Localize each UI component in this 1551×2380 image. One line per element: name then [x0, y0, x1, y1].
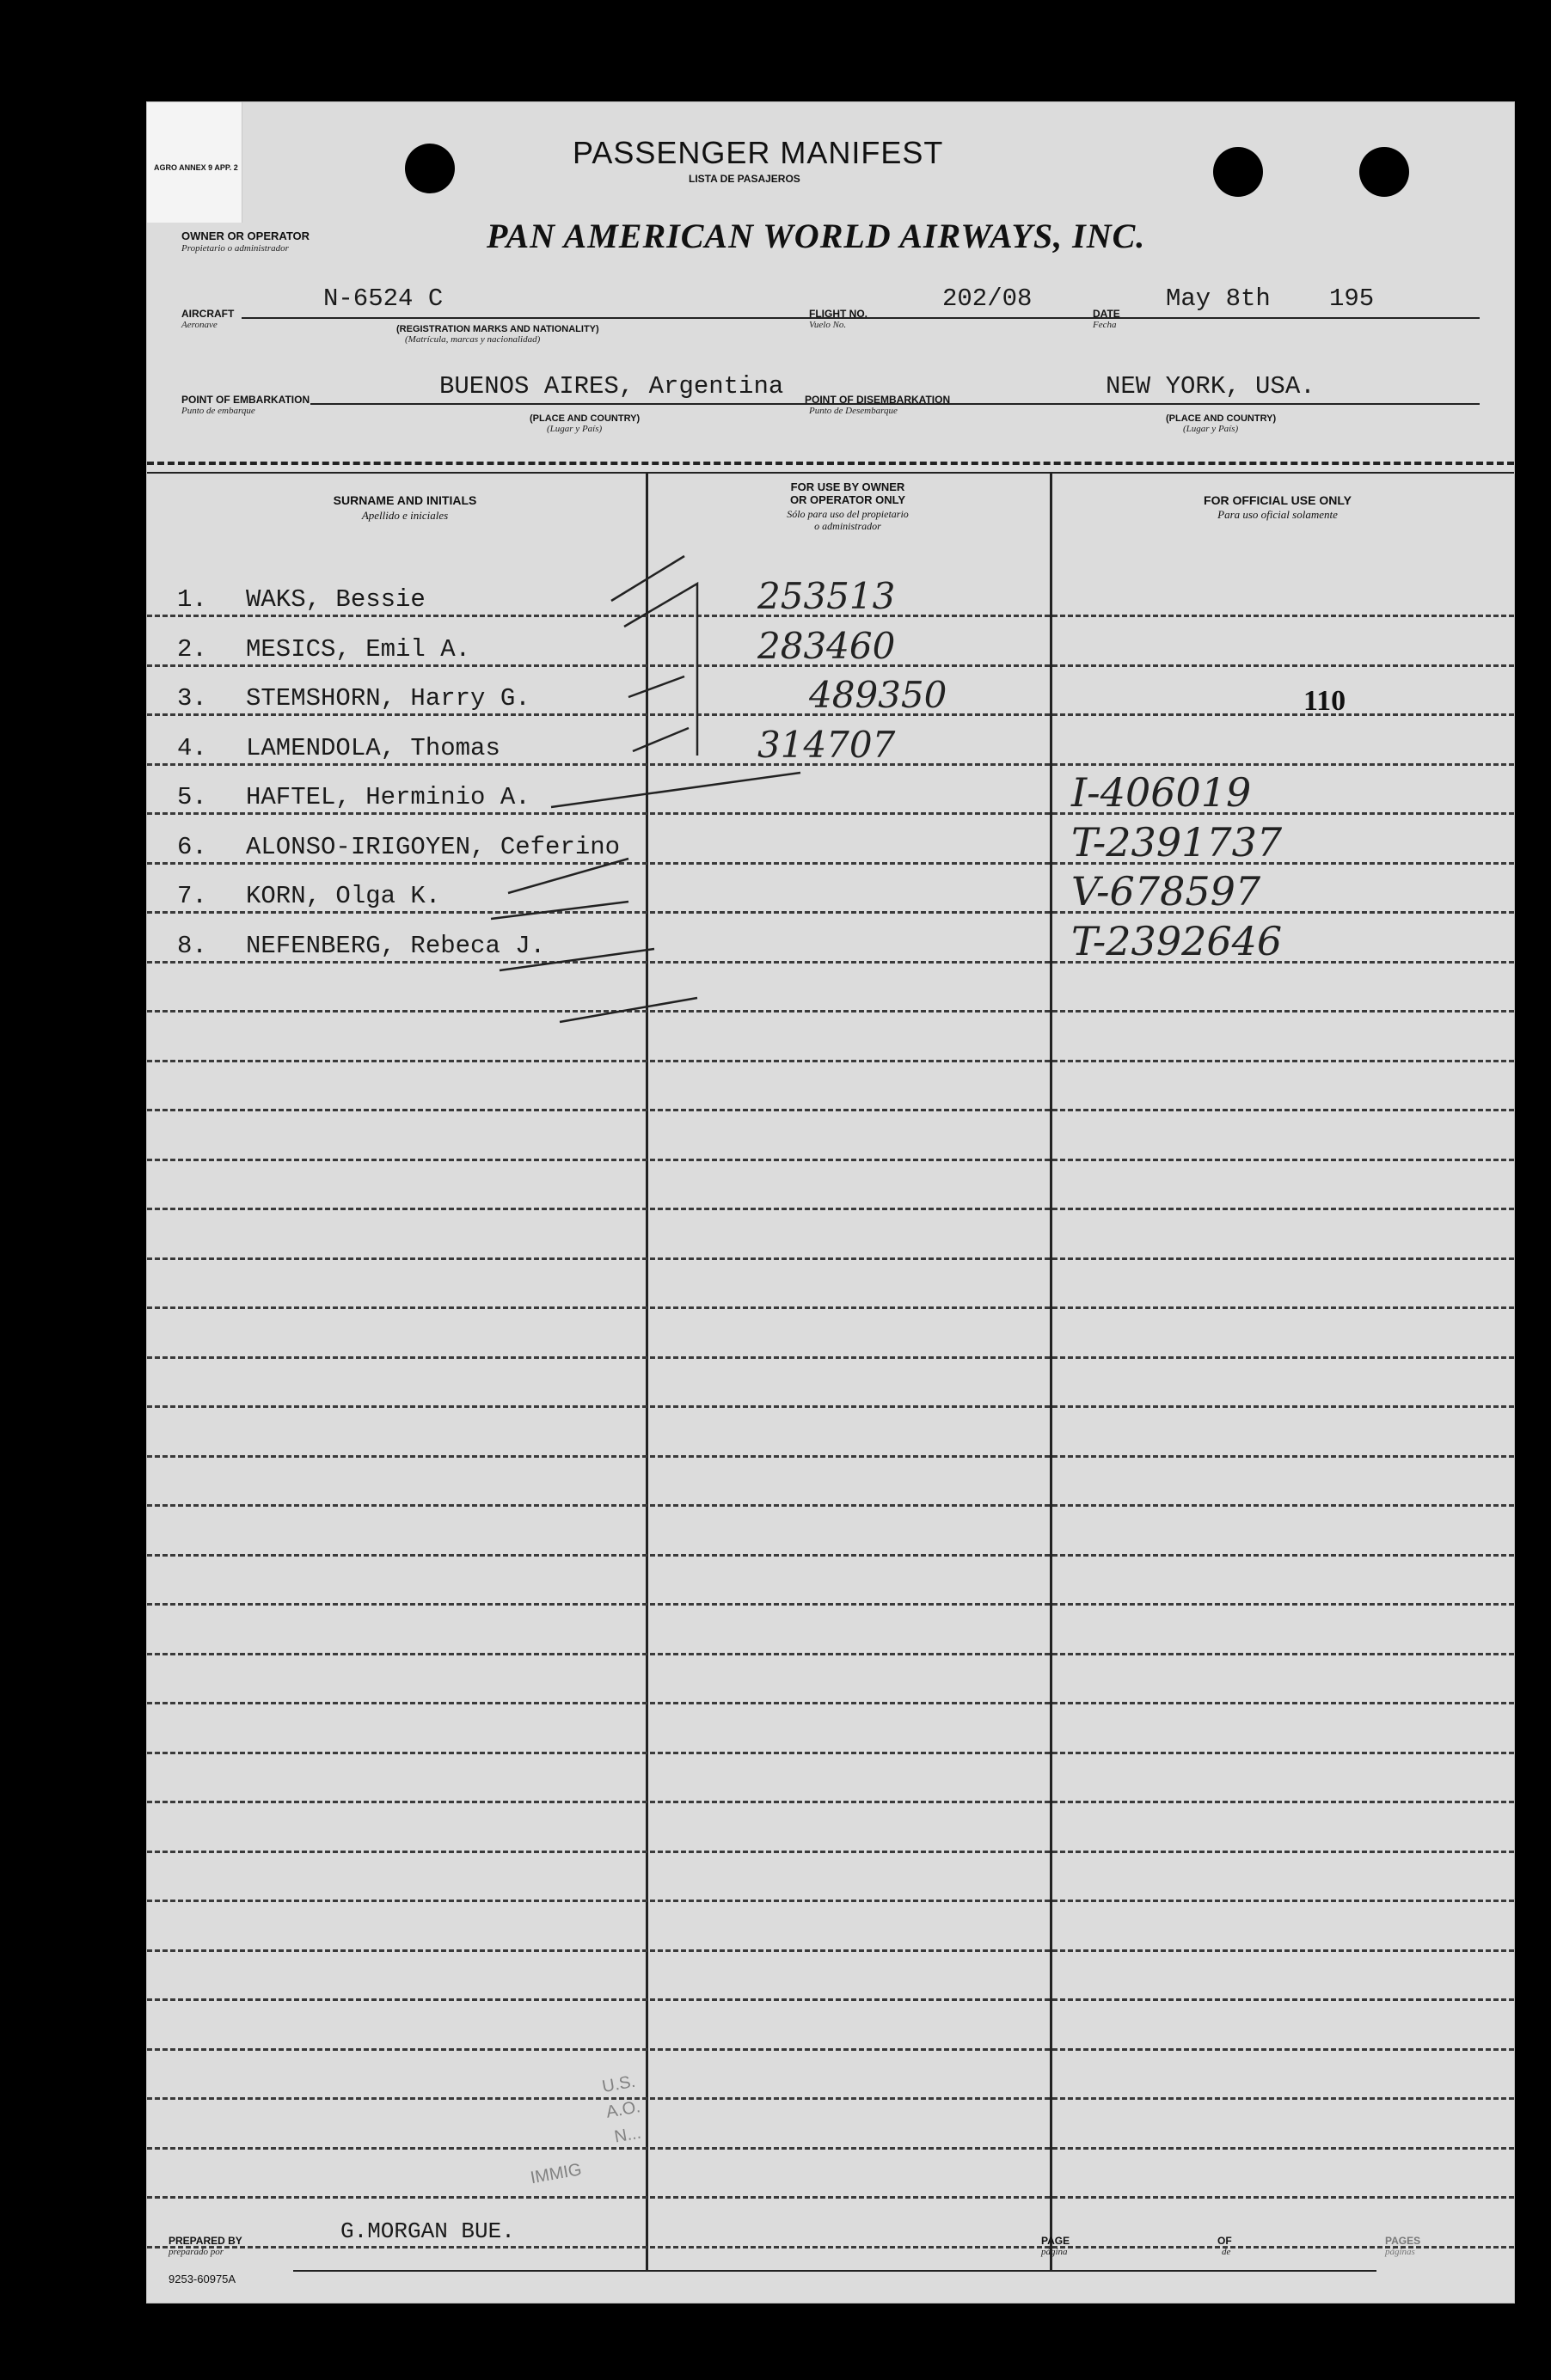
passenger-name: WAKS, Bessie [246, 585, 426, 614]
aircraft-value: N-6524 C [323, 284, 444, 313]
flight-value: 202/08 [942, 284, 1033, 313]
aircraft-label-es: Aeronave [181, 320, 218, 330]
page-label-es: página [1041, 2247, 1068, 2257]
official-entry: T-2391737 [1071, 818, 1283, 866]
surname-column-header-es: Apellido e iniciales [361, 509, 449, 522]
pages-label: PAGES [1385, 2235, 1421, 2247]
stamp-line: N... [612, 2123, 643, 2147]
date-label-es: Fecha [1093, 320, 1117, 330]
official-note: 110 [1303, 685, 1346, 717]
row-number: 3. [177, 684, 207, 713]
official-entry: T-2392646 [1071, 917, 1283, 964]
prepared-label: PREPARED BY [169, 2235, 242, 2247]
row-number: 5. [177, 783, 207, 811]
owner-column-header-es-1: Sólo para uso del propietario [787, 508, 909, 520]
official-entry: V-678597 [1071, 868, 1261, 915]
disembark-value: NEW YORK, USA. [1106, 372, 1315, 401]
official-column-header-es: Para uso oficial solamente [1217, 508, 1338, 521]
form-number: 9253-60975A [169, 2273, 236, 2285]
embark-place-caption-es: (Lugar y País) [547, 424, 603, 434]
prepared-value: G.MORGAN BUE. [340, 2218, 515, 2244]
pages-label-es: páginas [1385, 2247, 1415, 2257]
owner-column-header-2: OR OPERATOR ONLY [789, 493, 906, 506]
row-number: 1. [177, 585, 207, 614]
corner-text: AGRO ANNEX 9 APP. 2 [154, 163, 238, 172]
aircraft-label: AIRCRAFT [181, 308, 235, 320]
stamp-line: IMMIG [529, 2160, 584, 2188]
owner-value: PAN AMERICAN WORLD AIRWAYS, INC. [487, 217, 1146, 255]
disembark-place-caption: (PLACE AND COUNTRY) [1166, 413, 1277, 424]
of-label-es: de [1222, 2247, 1231, 2257]
embark-label: POINT OF EMBARKATION [181, 394, 310, 406]
passenger-name: NEFENBERG, Rebeca J. [246, 931, 546, 960]
page-label: PAGE [1041, 2235, 1070, 2247]
aircraft-caption-es: (Matrícula, marcas y nacionalidad) [405, 334, 541, 345]
row-number: 6. [177, 832, 207, 861]
manifest-sheet [146, 101, 1515, 2304]
passenger-name: ALONSO-IRIGOYEN, Ceferino [246, 832, 621, 861]
of-label: OF [1217, 2235, 1232, 2247]
disembark-label: POINT OF DISEMBARKATION [805, 394, 951, 406]
owner-entry: 489350 [809, 674, 947, 716]
handwriting-strokes [147, 102, 1514, 2303]
date-label: DATE [1093, 308, 1120, 320]
stamp-line: U.S. [600, 2071, 637, 2097]
embark-label-es: Punto de embarque [181, 406, 255, 416]
owner-entry: 314707 [757, 723, 896, 766]
owner-entry: 253513 [757, 575, 896, 617]
row-number: 4. [177, 733, 207, 762]
passenger-name: KORN, Olga K. [246, 882, 441, 910]
form-subtitle: LISTA DE PASAJEROS [689, 173, 800, 185]
row-number: 8. [177, 931, 207, 960]
passenger-name: MESICS, Emil A. [246, 634, 471, 664]
row-number: 2. [177, 634, 207, 664]
disembark-place-caption-es: (Lugar y País) [1183, 424, 1239, 434]
embark-value: BUENOS AIRES, Argentina [439, 372, 784, 401]
passenger-name: HAFTEL, Herminio A. [246, 783, 530, 811]
owner-entry: 283460 [757, 624, 896, 667]
owner-label: OWNER OR OPERATOR [181, 229, 310, 242]
date-value: May 8th [1166, 284, 1271, 313]
aircraft-caption: (REGISTRATION MARKS AND NATIONALITY) [396, 324, 599, 334]
flight-label-es: Vuelo No. [809, 320, 847, 330]
flight-label: FLIGHT NO. [809, 308, 867, 320]
owner-column-header-es-2: o administrador [814, 520, 881, 532]
year-value: 195 [1329, 284, 1375, 313]
form-title: PASSENGER MANIFEST [573, 135, 944, 170]
passenger-name: LAMENDOLA, Thomas [246, 733, 500, 762]
surname-column-header: SURNAME AND INITIALS [333, 493, 477, 507]
prepared-label-es: preparado por [169, 2247, 224, 2257]
footer-rule [293, 2270, 1376, 2272]
disembark-label-es: Punto de Desembarque [809, 406, 898, 416]
official-entry: I-406019 [1071, 769, 1252, 816]
owner-column-header-1: FOR USE BY OWNER [790, 480, 905, 493]
passenger-name: STEMSHORN, Harry G. [246, 684, 530, 713]
embark-place-caption: (PLACE AND COUNTRY) [530, 413, 641, 424]
row-number: 7. [177, 882, 207, 910]
owner-label-es: Propietario o administrador [181, 243, 289, 254]
official-column-header: FOR OFFICIAL USE ONLY [1204, 493, 1352, 507]
stamp-line: A.O. [604, 2097, 642, 2122]
